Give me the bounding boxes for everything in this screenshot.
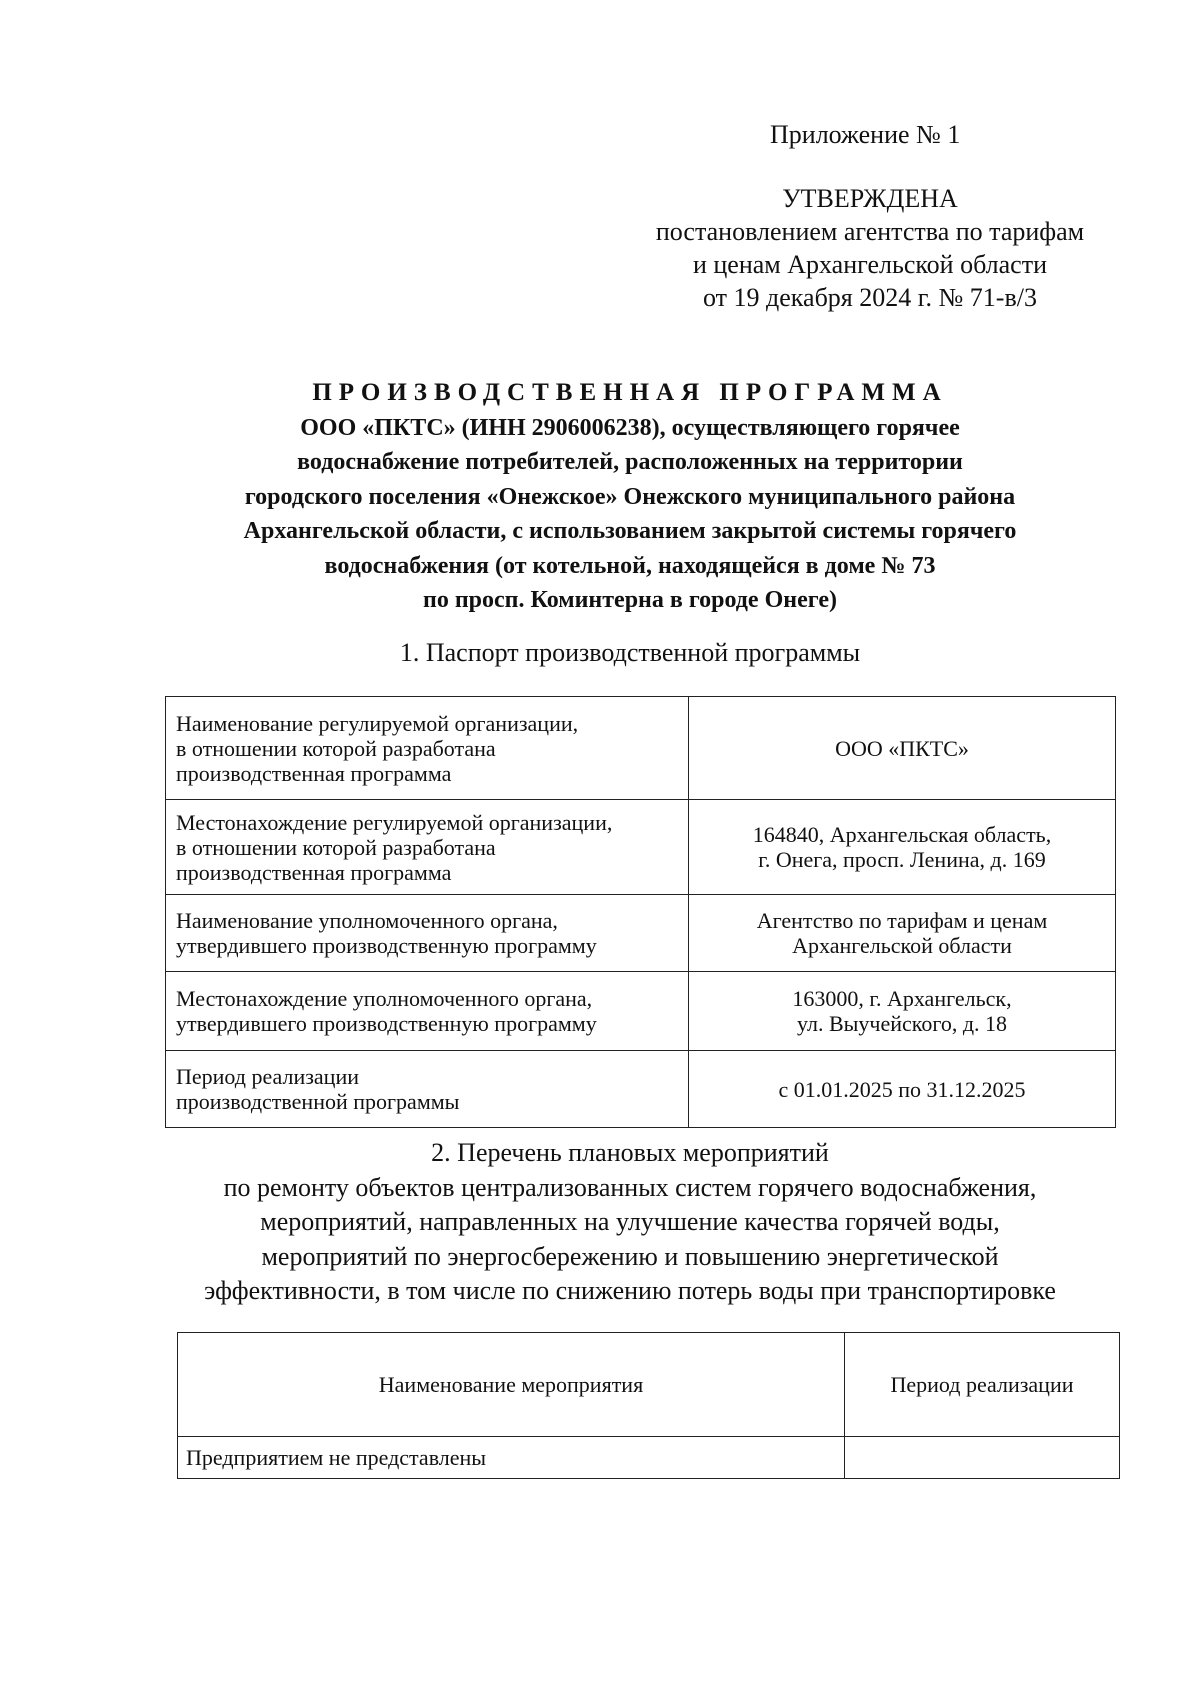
cell-text: Местонахождение уполномоченного органа, [176,986,593,1011]
cell-text: Период реализации [176,1064,360,1089]
cell-text: Архангельской области [792,933,1012,958]
passport-value-cell [689,1051,1116,1128]
section2-heading-line: 2. Перечень плановых мероприятий [431,1138,829,1167]
table-row [166,800,1116,895]
passport-label-cell [166,697,689,800]
passport-label-cell [166,1051,689,1128]
cell-text: Наименование уполномоченного органа, [176,908,558,933]
title-line: ООО «ПКТС» (ИНН 2906006238), осуществляющего горячее [300,414,960,441]
cell-text: производственная программа [176,859,452,885]
section2-heading-line: мероприятий, направленных на улучшение качества горячей воды, [260,1207,1000,1236]
approval-block [620,182,1120,314]
events-table [177,1332,1120,1479]
approved-by-line: и ценам Архангельской области [692,250,1048,279]
cell-text: г. Онега, просп. Ленина, д. 169 [758,847,1046,872]
table-row [166,972,1116,1051]
approved-label: УТВЕРЖДЕНА [782,184,958,213]
cell-text: 164840, Архангельская область, [752,822,1052,847]
passport-value-cell [689,800,1116,895]
title-line: по просп. Коминтерна в городе Онеге) [423,587,837,613]
passport-value-cell [689,895,1116,972]
title-line: водоснабжения (от котельной, находящейся в доме № 73 [324,552,936,579]
event-period-cell [845,1437,1120,1479]
passport-label-cell [166,895,689,972]
cell-text: производственная программа [176,760,452,786]
cell-text: Агентство по тарифам и ценам [756,908,1048,933]
title-line: ПРОИЗВОДСТВЕННАЯ ПРОГРАММА [312,379,948,406]
table-row [166,697,1116,800]
table-header-row [178,1333,1120,1437]
table-row [166,895,1116,972]
column-header-event-name: Наименование мероприятия [178,1333,845,1437]
cell-text: ООО «ПКТС» [835,735,969,761]
passport-table [165,696,1116,1128]
passport-label-cell [166,972,689,1051]
cell-text: утвердившего производственную программу [176,1011,597,1036]
cell-text: утвердившего производственную программу [176,933,597,958]
cell-text: в отношении которой разработана [176,735,496,761]
section2-heading-line: эффективности, в том числе по снижению потерь воды при транспортировке [204,1276,1056,1305]
section2-heading-line: мероприятий по энергосбережению и повышению энергетической [261,1241,999,1271]
section2-heading-line: по ремонту объектов централизованных систем горячего водоснабжения, [223,1172,1037,1202]
cell-text: 163000, г. Архангельск, [792,986,1012,1011]
column-header-period: Период реализации [845,1333,1120,1437]
title-line: Архангельской области, с использованием закрытой системы горячего [243,518,1017,544]
cell-text: в отношении которой разработана [176,834,496,860]
cell-text: с 01.01.2025 по 31.12.2025 [778,1076,1026,1102]
title-line: городского поселения «Онежское» Онежского муниципального района [244,483,1016,510]
section1-heading: 1. Паспорт производственной программы [399,638,861,667]
cell-text: производственной программы [176,1089,460,1114]
cell-text: Местонахождение регулируемой организации, [176,809,613,835]
approved-by-line: от 19 декабря 2024 г. № 71-в/3 [703,283,1037,312]
table-row [178,1437,1120,1479]
passport-value-cell [689,697,1116,800]
passport-label-cell [166,800,689,895]
section2-heading [150,1136,1110,1309]
title-line: водоснабжение потребителей, расположенных на территории [297,449,963,475]
event-name-cell: Предприятием не представлены [178,1437,845,1479]
appendix-label: Приложение № 1 [770,120,961,149]
cell-text: Наименование регулируемой организации, [176,710,579,736]
document-title [150,376,1110,618]
cell-text: ул. Выучейского, д. 18 [796,1011,1008,1036]
approved-by-line: постановлением агентства по тарифам [655,217,1085,246]
table-row [166,1051,1116,1128]
passport-value-cell [689,972,1116,1051]
